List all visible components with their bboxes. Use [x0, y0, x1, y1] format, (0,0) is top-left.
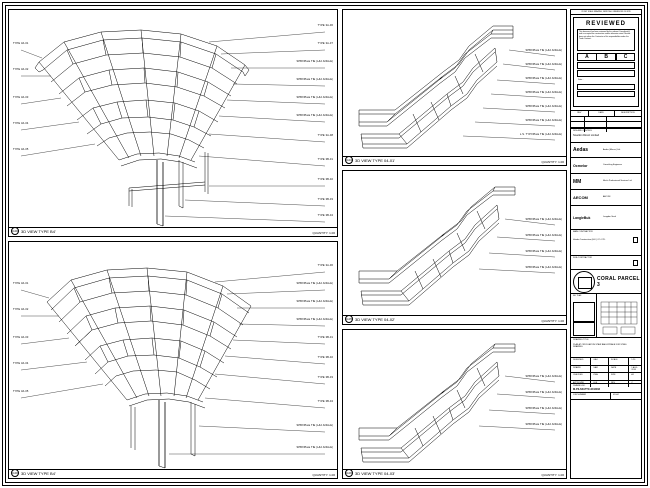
review-stamp-box — [573, 17, 639, 107]
callout: SPBXPlate TIE (L&2 ANGLE) — [525, 49, 562, 52]
callout: TYPE 3A-06 — [317, 264, 333, 267]
callout: TYPE 3A-03 — [13, 96, 29, 99]
subcontractor-label: SUB-CONTRACTOR — [573, 257, 592, 259]
quantity-value: 1.00 — [558, 159, 564, 164]
field-label: SCALE — [609, 358, 629, 365]
consultant-desc: Mecla Professional Services Ltd. — [603, 180, 633, 183]
sub-contractor-row — [571, 256, 641, 270]
callout: TYPE 3B-02 — [317, 356, 333, 359]
callout: SPBXPlate TIE (L&2 ANGLE) — [296, 114, 333, 117]
view-title-text: 3D VIEW TYPE 04-03' — [355, 470, 396, 476]
stair-balustrade-drawing-2 — [343, 171, 566, 324]
callout: TYPE 3B-01 — [317, 158, 333, 161]
callout: TYPE 3A-04 — [13, 122, 29, 125]
callout: TYPE 3B-03 — [317, 376, 333, 379]
consultant-desc: AECOM — [603, 196, 611, 199]
titleblock-top-note — [571, 10, 641, 15]
callout: TYPE 3A-07 — [317, 42, 333, 45]
view-title — [11, 227, 56, 235]
view-quantity — [541, 473, 564, 477]
quantity-value: 1.00 — [329, 472, 335, 477]
project-name-row — [571, 270, 641, 294]
consultant-logo: MM — [573, 178, 582, 185]
field-value: A1 — [631, 374, 634, 376]
revision-table — [571, 111, 641, 129]
drawing-number-row — [571, 384, 641, 393]
contractor-name: Hsinbo Construction (H.K.) CO. LTD. — [573, 238, 606, 241]
titleblock — [570, 9, 642, 479]
view-title-text: 3D VIEW TYPE 04-02' — [355, 316, 396, 322]
field-value: KWH — [591, 373, 609, 380]
callout: SPBXPlate TIE (L&2 ANGLE) — [296, 318, 333, 321]
job-number-row — [571, 393, 641, 400]
view-title — [345, 469, 395, 477]
view-title-text: 3D VIEW TYPE B4' — [21, 228, 56, 234]
callout: TYPE 3A-06 — [317, 24, 333, 27]
view-quantity — [541, 319, 564, 323]
callout: TYPE 3A-05 — [13, 148, 29, 151]
quantity-label: QUANTITY: — [312, 472, 329, 477]
rev-col-rev: REV — [571, 111, 589, 116]
callout: SPBXPlate TIE (L&2 ANGLE) — [525, 375, 562, 378]
consultant-row-2 — [571, 174, 641, 190]
callout: TYPE 3B-04 — [317, 214, 333, 217]
key-plan-note: KEY PLAN — [573, 295, 582, 297]
consultant-logo: AECOM — [573, 195, 588, 200]
view-titlebar — [9, 227, 337, 236]
view-ref-bubble: 0-06 — [346, 471, 353, 475]
view-quantity — [312, 231, 335, 235]
callout: SPBXPlate TIE (L&2 ANGLE) — [525, 63, 562, 66]
client-name: Nowdon Direct Limited — [573, 133, 600, 137]
callout: SPBXPlate TIE (L&2 ANGLE) — [525, 391, 562, 394]
field-value: GAO — [591, 358, 609, 365]
callout: TYPE 3A-03 — [13, 336, 29, 339]
field-value: 1:20 — [631, 359, 636, 361]
view-title — [345, 156, 395, 164]
callout: SPBXPlate TIE (L&2 ANGLE) — [525, 105, 562, 108]
consultant-desc: Langdon Seah — [603, 216, 617, 219]
quantity-label: QUANTITY: — [541, 159, 558, 164]
view-ref-bubble: 0-04 — [346, 158, 353, 162]
review-col-b[interactable]: B — [596, 53, 616, 61]
drawing-no-value: M-P3-SD-PTC-001/003 — [573, 388, 600, 392]
main-contractor-row — [571, 230, 641, 256]
field-value: C — [631, 381, 633, 384]
field-label: SIZE — [609, 373, 629, 380]
review-stamp-title: REVIEWED — [585, 21, 626, 27]
key-plan — [571, 294, 641, 338]
stair-balustrade-drawing-1 — [343, 10, 566, 165]
callout: TYPE 3B-04 — [317, 400, 333, 403]
view-title — [345, 315, 395, 323]
subcontractor-checkbox[interactable] — [633, 260, 639, 266]
view-3d-type-b4-top[interactable] — [8, 9, 338, 237]
callout: SPBXPlate TIE (L&2 ANGLE) — [296, 424, 333, 427]
field-value: 1 AUG 2016 — [631, 366, 638, 371]
callout: TYPE 3B-02 — [317, 178, 333, 181]
key-plan-graphic — [597, 294, 641, 338]
callout: SPBXPlate TIE (L&2 ANGLE) — [296, 96, 333, 99]
callout: SPBXPlate TIE (L&2 ANGLE) — [525, 91, 562, 94]
consultant-row-4 — [571, 206, 641, 230]
view-3d-type-04-03[interactable] — [342, 329, 567, 479]
field-label: DATE — [609, 366, 629, 373]
field-label: REV — [609, 381, 629, 388]
review-stamp-body: This document has been reviewed by the relevant Consultant(s) and is accepted for construction unless otherwise noted. Review does not relieve the Contractor of his responsibilities under the Trade Contract. — [577, 29, 635, 51]
consultant-row-0 — [571, 143, 641, 158]
consultant-logo: Aedas — [573, 147, 589, 153]
consultant-row-3 — [571, 190, 641, 206]
drawing-fields — [571, 358, 641, 384]
job-number-value: 01044 — [613, 394, 619, 396]
callout: SPBXPlate TIE (L&2 ANGLE) — [296, 60, 333, 63]
view-3d-type-04-02[interactable] — [342, 170, 567, 325]
view-ref-bubble: 0-00 — [12, 229, 19, 233]
quantity-value: 1.00 — [558, 472, 564, 477]
callout: L.S. TYPXPlate TIE (L&2 ANGLE) — [519, 133, 562, 136]
stair-balustrade-drawing-3 — [343, 330, 566, 478]
quantity-value: 1.00 — [329, 230, 335, 235]
callout: SPBXPlate TIE (L&2 ANGLE) — [525, 250, 562, 253]
consultant-logo: LangleBuk — [573, 215, 591, 220]
client-label: DEV AND CONTROL — [573, 130, 593, 132]
view-ref-bubble: 0-00 — [12, 471, 19, 475]
isometric-canopy-drawing-bottom — [9, 242, 337, 478]
quantity-label: QUANTITY: — [541, 472, 558, 477]
field-label: APPROVED — [571, 381, 591, 388]
field-value: SAM — [591, 366, 609, 373]
callout: TYPE 3A-02 — [13, 68, 29, 71]
field-label: CHECKED — [571, 373, 591, 380]
callout: SPBXPlate TIE (L&2 ANGLE) — [525, 423, 562, 426]
callout: SPBXPlate TIE (L&2 ANGLE) — [525, 407, 562, 410]
field-label: DESIGNED — [571, 358, 591, 365]
client-row — [571, 129, 641, 143]
consultant-desc: Aedas (Macau) Ltd. — [603, 148, 621, 151]
view-ref-bubble: 0-05 — [346, 317, 353, 321]
field-label: DRAWN — [571, 366, 591, 373]
consultant-desc: Consulting Engineers — [603, 164, 623, 167]
callout: SPBXPlate TIE (L&2 ANGLE) — [296, 78, 333, 81]
project-name: CORAL PARCEL 3 — [597, 275, 640, 288]
rev-col-date: DATE — [589, 111, 615, 116]
callout: TYPE 3A-01 — [13, 282, 29, 285]
callout: SPBXPlate TIE (L&2 ANGLE) — [525, 119, 562, 122]
rev-col-desc: DESCRIPTION — [620, 112, 635, 114]
review-col-c[interactable]: C — [616, 53, 636, 61]
callout: SPBXPlate TIE (L&2 ANGLE) — [525, 266, 562, 269]
callout: TYPE 3A-05 — [13, 390, 29, 393]
view-title — [11, 469, 56, 477]
callout: TYPE 3A-02 — [13, 308, 29, 311]
callout: SPBXPlate TIE (L&2 ANGLE) — [525, 234, 562, 237]
drawing-no-label: DRAWING NO. — [573, 385, 586, 387]
contractor-checkbox[interactable] — [633, 237, 639, 243]
callout: TYPE 3B-03 — [317, 198, 333, 201]
isometric-canopy-drawing-top — [9, 10, 337, 236]
job-number-label: JOB NUMBER — [571, 393, 611, 399]
view-title-text: 3D VIEW TYPE B4' — [21, 470, 56, 476]
field-value: LEE — [591, 381, 609, 388]
view-quantity — [541, 160, 564, 164]
review-col-a[interactable]: A — [577, 53, 597, 61]
callout: TYPE 3A-04 — [13, 362, 29, 365]
callout: TYPE 3A-01 — [13, 42, 29, 45]
consultant-logo: Ocmelor — [573, 163, 588, 168]
consultant-row-1 — [571, 158, 641, 174]
contractor-label: MAIN CONTRACTOR — [573, 231, 593, 233]
callout: SPBXPlate TIE (L&2 ANGLE) — [525, 77, 562, 80]
project-logo-icon — [573, 271, 595, 293]
drawing-title-row — [571, 338, 641, 358]
quantity-value: 1.00 — [558, 318, 564, 323]
view-quantity — [312, 473, 335, 477]
quantity-label: QUANTITY: — [541, 318, 558, 323]
review-date-label: Date : — [578, 79, 584, 81]
review-stamp — [571, 17, 641, 111]
callout: SPBXPlate TIE (L&2 ANGLE) — [525, 218, 562, 221]
callout: SPBXPlate TIE (L&2 ANGLE) — [296, 282, 333, 285]
drawing-title-label: DRAWING TITLE — [573, 339, 589, 341]
callout: TYPE 3A-08 — [317, 134, 333, 137]
callout: SPBXPlate TIE (L&2 ANGLE) — [296, 446, 333, 449]
drawing-title-text: PLAN AT CIRCULATION STAIR BALUSTRADE FOR STEEL DRAWING — [573, 343, 627, 348]
view-3d-type-b4-bottom[interactable] — [8, 241, 338, 479]
view-3d-type-04-01[interactable] — [342, 9, 567, 166]
callout: SPBXPlate TIE (L&2 ANGLE) — [296, 300, 333, 303]
callout: TYPE 3B-01 — [317, 336, 333, 339]
view-title-text: 3D VIEW TYPE 04-01' — [355, 157, 396, 163]
view-titlebar — [9, 469, 337, 478]
quantity-label: QUANTITY: — [312, 230, 329, 235]
top-note-text: XX SET SCALE DRAWING, VERIFY ALL DIMENSIONS ON SITE — [581, 11, 631, 14]
